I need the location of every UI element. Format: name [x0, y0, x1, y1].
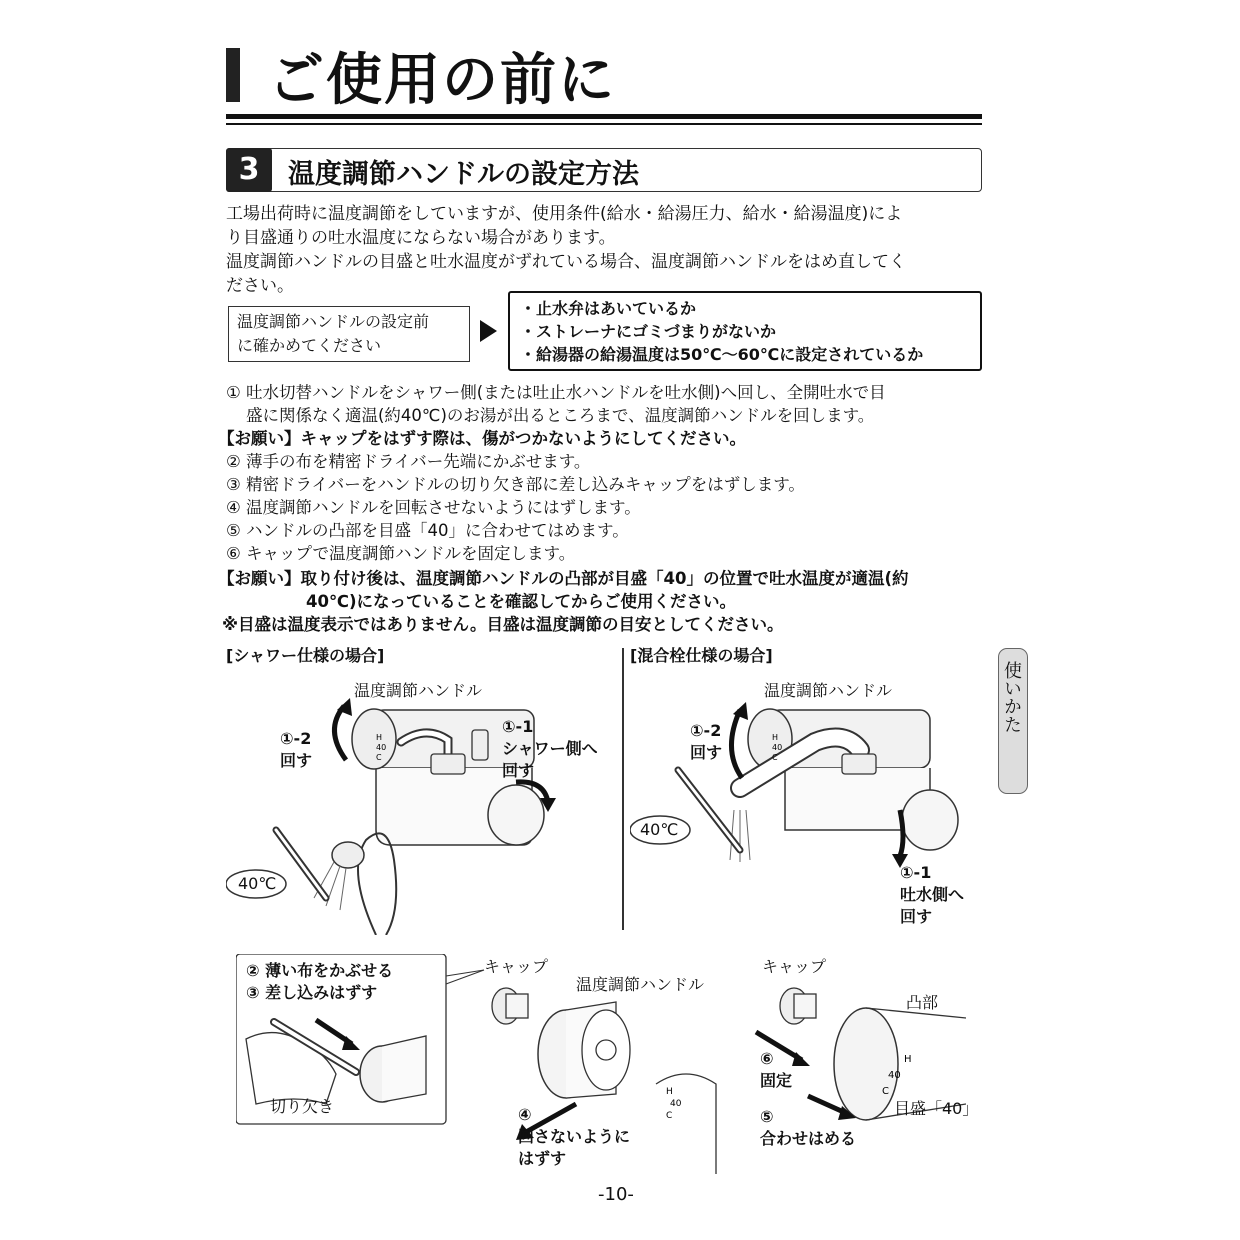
precheck-item: ・止水弁はあいているか	[520, 299, 697, 318]
shower-hose	[358, 833, 396, 935]
notch-label: 切り欠き	[270, 1097, 335, 1116]
dial-mark-h: H	[666, 1087, 673, 1097]
cap-stem	[794, 994, 816, 1018]
request-note-2-line1: 【お願い】取り付け後は、温度調節ハンドルの凸部が目盛「40」の位置で吐水温度が適温(約	[218, 569, 909, 588]
mixer-step-1-1-text: 吐水側へ	[900, 885, 965, 904]
step-4: ④ 温度調節ハンドルを回転させないようにはずします。	[226, 498, 641, 517]
precheck-label-box	[228, 306, 470, 362]
dial-mark-40: 40	[888, 1070, 901, 1081]
rotate-arrow-outlet	[900, 810, 903, 856]
mixer-handle-label: 温度調節ハンドル	[764, 681, 893, 700]
page-number: -10-	[598, 1184, 634, 1205]
dial-mark-c: C	[882, 1086, 889, 1097]
step-5: ⑤ ハンドルの凸部を目盛「40」に合わせてはめます。	[226, 521, 629, 540]
dial-mark-40: 40	[670, 1099, 682, 1109]
mixer-temp-label: 40℃	[640, 820, 679, 839]
section-number: 3	[226, 148, 272, 192]
intro-line: ださい。	[226, 276, 294, 296]
dial-mark-h: H	[772, 733, 779, 742]
water-stream	[746, 810, 750, 860]
handle-center	[596, 1040, 616, 1060]
mixer-step-1-2-text: 回す	[690, 743, 723, 762]
precheck-label-line: に確かめてください	[237, 336, 382, 355]
intro-line: 工場出荷時に温度調節をしていますが、使用条件(給水・給湯圧力、給水・給湯温度)によ	[226, 204, 903, 224]
bottom-step-3: ③ 差し込みはずす	[246, 983, 378, 1002]
mixer-step-1-1-text2: 回す	[900, 907, 933, 926]
water-stream	[340, 868, 346, 910]
shower-temp-label: 40℃	[238, 874, 277, 893]
thermometer-inner	[678, 770, 740, 850]
side-tab-label: 使いかた	[1001, 661, 1022, 733]
step-3: ③ 精密ドライバーをハンドルの切り欠き部に差し込みキャップをはずします。	[226, 475, 805, 494]
side-tab-usage[interactable]	[998, 648, 1028, 794]
title-rule-thick	[226, 114, 982, 119]
page-title: ご使用の前に	[268, 48, 616, 113]
request-note-2-line2: 40℃)になっていることを確認してからご使用ください。	[306, 592, 736, 611]
handle-label-bottom: 温度調節ハンドル	[576, 975, 705, 994]
figure-divider	[622, 648, 624, 930]
dial-mark-40: 40	[772, 743, 783, 752]
mixer-spec-heading: [混合栓仕様の場合]	[630, 646, 773, 665]
cap-label-1: キャップ	[484, 957, 549, 976]
cap-label-2: キャップ	[762, 957, 827, 976]
section-title: 温度調節ハンドルの設定方法	[288, 159, 639, 190]
switch-handle	[488, 785, 544, 845]
precheck-label-line: 温度調節ハンドルの設定前	[237, 312, 430, 331]
intro-line: 温度調節ハンドルの目盛と吐水温度がずれている場合、温度調節ハンドルをはめ直してく	[226, 252, 906, 272]
shower-step-1-1-text: シャワー側へ	[502, 739, 598, 758]
bottom-step-4-num: ④	[518, 1105, 532, 1124]
bottom-step-2: ② 薄い布をかぶせる	[246, 961, 394, 980]
shower-faucet-illustration	[226, 670, 622, 935]
mixer-step-1-1-num: ①-1	[900, 863, 932, 882]
dial-mark-c: C	[666, 1111, 673, 1121]
intro-paragraph	[226, 202, 986, 298]
handle-body	[382, 1036, 426, 1102]
rotate-arrow-handle	[731, 710, 742, 778]
bottom-step-5-num: ⑤	[760, 1107, 774, 1126]
precheck-list-box	[508, 291, 982, 371]
scale-note: ※目盛は温度表示ではありません。目盛は温度調節の目安としてください。	[222, 615, 784, 634]
shower-head	[332, 842, 364, 868]
cap-stem	[506, 994, 528, 1018]
arrow-right-icon	[480, 320, 497, 342]
title-bar-gap	[240, 48, 248, 102]
dial-mark-c: C	[772, 753, 778, 762]
precheck-item: ・給湯器の給湯温度は50℃〜60℃に設定されているか	[520, 345, 924, 364]
step-2: ② 薄手の布を精密ドライバー先端にかぶせます。	[226, 452, 591, 471]
dial-mark-40: 40	[376, 743, 387, 752]
precheck-item: ・ストレーナにゴミづまりがないか	[520, 322, 777, 341]
scale-40-label: 目盛「40」	[894, 1099, 979, 1118]
boss-label: 凸部	[906, 993, 939, 1012]
mixer-step-1-2-num: ①-2	[690, 721, 722, 740]
rotate-arrow-handle	[334, 706, 346, 760]
callout-line	[446, 970, 484, 984]
bottom-step-4-text: 回さないように	[518, 1127, 631, 1146]
shower-step-1-1-text2: 回す	[502, 761, 535, 780]
shower-step-1-2-num: ①-2	[280, 729, 312, 748]
spout-nut	[842, 754, 876, 774]
shower-handle-label: 温度調節ハンドル	[354, 681, 483, 700]
dial-mark-c: C	[376, 753, 382, 762]
bottom-step-6-num: ⑥	[760, 1049, 774, 1068]
bottom-step-6-text: 固定	[760, 1071, 793, 1090]
shower-step-1-2-text: 回す	[280, 751, 313, 770]
shower-step-1-1-num: ①-1	[502, 717, 534, 736]
request-note-1: 【お願い】キャップをはずす際は、傷がつかないようにしてください。	[218, 429, 746, 448]
bottom-step-4-text2: はずす	[518, 1149, 567, 1168]
intro-line: り目盛通りの吐水温度にならない場合があります。	[226, 228, 616, 248]
step-6: ⑥ キャップで温度調節ハンドルを固定します。	[226, 544, 576, 563]
callout-line	[446, 970, 484, 976]
step-1-line2: 盛に関係なく適温(約40℃)のお湯が出るところまで、温度調節ハンドルを回します。	[246, 406, 875, 425]
outlet-handle	[902, 790, 958, 850]
temperature-handle	[352, 709, 396, 769]
bottom-step-5-text: 合わせはめる	[760, 1129, 857, 1148]
dial-mark-h: H	[904, 1054, 912, 1065]
hose-connector	[472, 730, 488, 760]
shower-spec-heading: [シャワー仕様の場合]	[226, 646, 385, 665]
temperature-handle-assembled	[834, 1008, 898, 1120]
pipe-nut	[431, 754, 465, 774]
valve-body-edge	[656, 1074, 716, 1174]
title-rule-thin	[226, 123, 982, 125]
dial-mark-h: H	[376, 733, 383, 742]
step-1-line1: ① 吐水切替ハンドルをシャワー側(または吐止水ハンドルを吐水側)へ回し、全開吐水で目	[226, 383, 886, 402]
